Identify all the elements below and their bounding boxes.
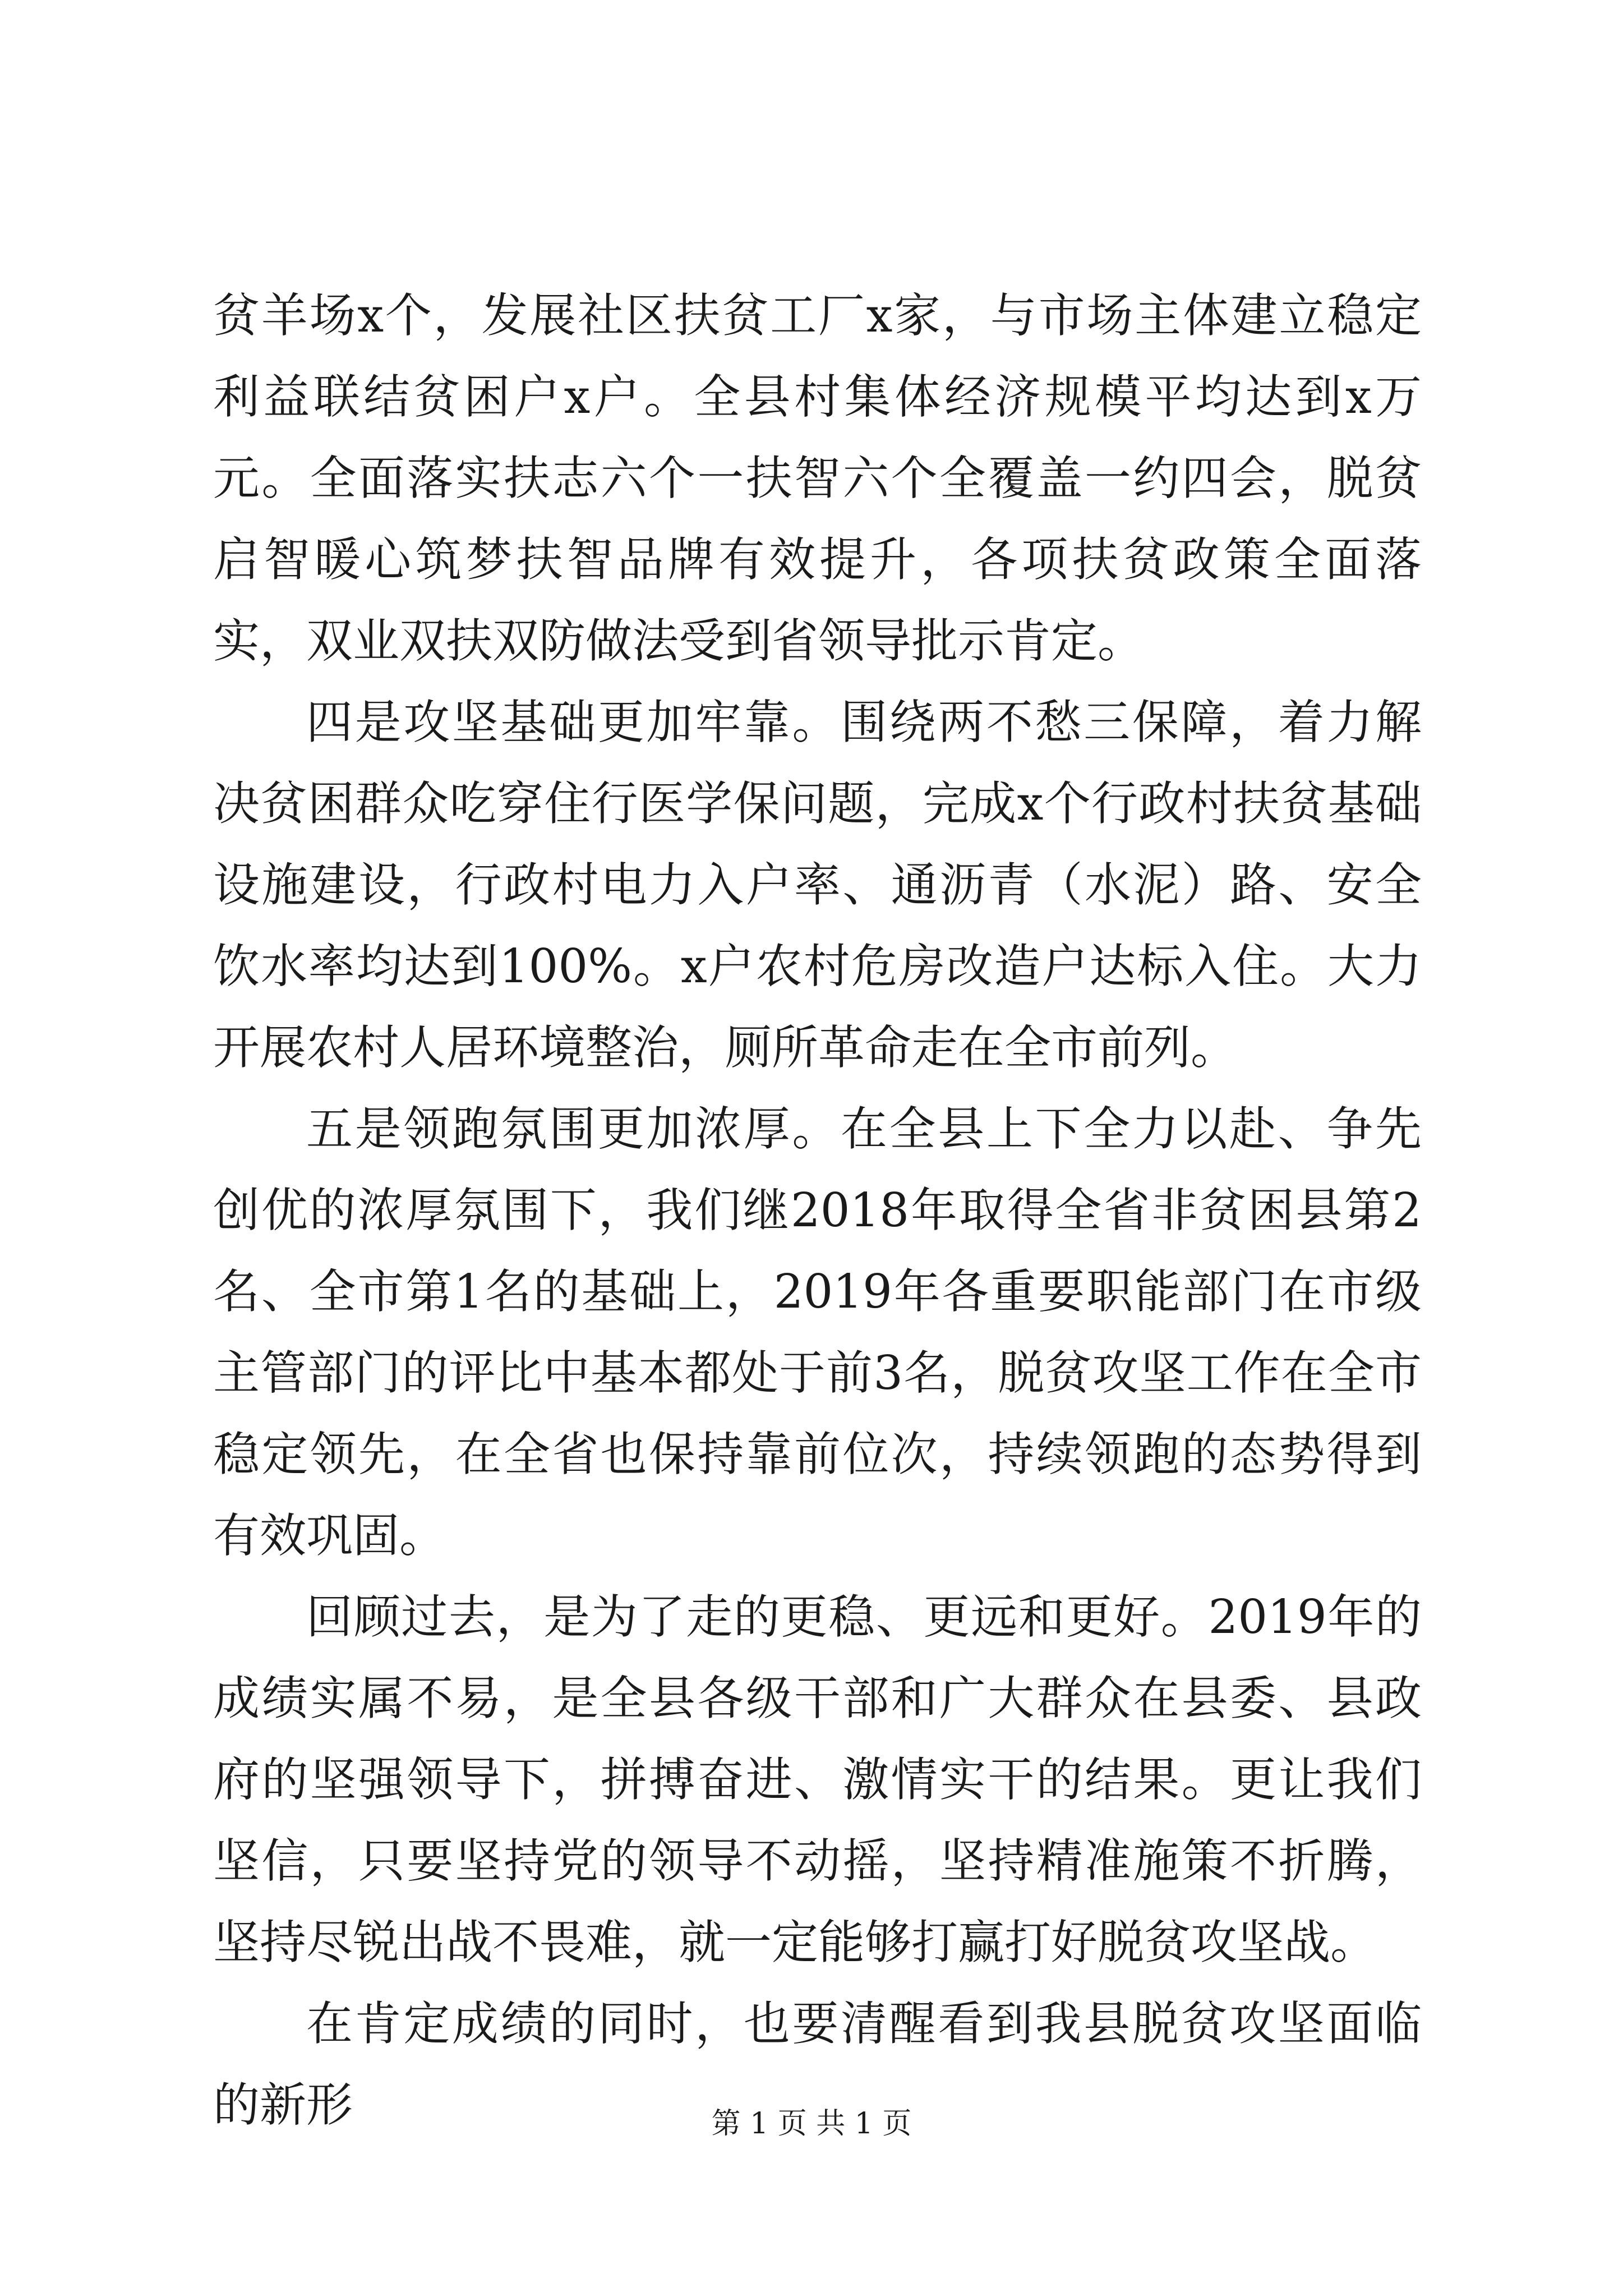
paragraph-3: 五是领跑氛围更加浓厚。在全县上下全力以赴、争先创优的浓厚氛围下，我们继2018年取得全省非贫困县第2名、全市第1名的基础上，2019年各重要职能部门在市级主管部门的评比中基本都处于前3名，脱贫攻坚工作在全市稳定领先，在全省也保持靠前位次，持续领跑的态势得到有效巩固。 <box>213 1102 1422 1563</box>
paragraph-5: 在肯定成绩的同时，也要清醒看到我县脱贫攻坚面临的新形 <box>213 1996 1422 2132</box>
paragraph-4: 回顾过去，是为了走的更稳、更远和更好。2019年的成绩实属不易，是全县各级干部和广大群众在县委、县政府的坚强领导下，拼搏奋进、激情实干的结果。更让我们坚信，只要坚持党的领导不动摇，坚持精准施策不折腾，坚持尽锐出战不畏难，就一定能够打赢打好脱贫攻坚战。 <box>213 1590 1422 1970</box>
page-footer: 第 1 页 共 1 页 <box>711 2107 912 2141</box>
paragraph-1: 贫羊场x个，发展社区扶贫工厂x家，与市场主体建立稳定利益联结贫困户x户。全县村集体经济规模平均达到x万元。全面落实扶志六个一扶智六个全覆盖一约四会，脱贫启智暖心筑梦扶智品牌有效提升，各项扶贫政策全面落实，双业双扶双防做法受到省领导批示肯定。 <box>213 288 1422 668</box>
document-body <box>213 275 1422 2146</box>
paragraph-2: 四是攻坚基础更加牢靠。围绕两不愁三保障，着力解决贫困群众吃穿住行医学保问题，完成x个行政村扶贫基础设施建设，行政村电力入户率、通沥青（水泥）路、安全饮水率均达到100%。x户农村危房改造户达标入住。大力开展农村人居环境整治，厕所革命走在全市前列。 <box>213 695 1422 1075</box>
